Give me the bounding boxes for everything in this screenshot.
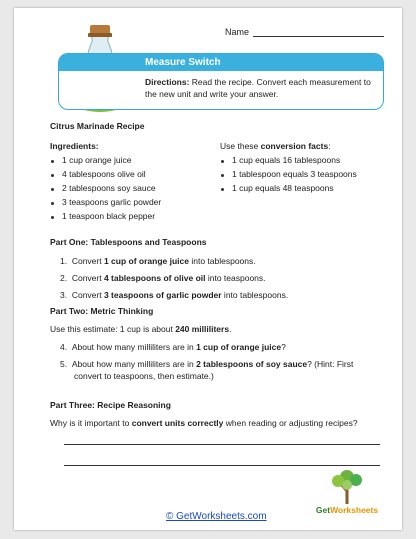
- bullet: [51, 188, 54, 191]
- ingredient-item: 4 tablespoons olive oil: [62, 169, 146, 179]
- question-4: 4. About how many milliliters are in 1 cup of orange juice?: [60, 342, 286, 352]
- name-label: Name: [225, 27, 250, 37]
- question-1: 1. Convert 1 cup of orange juice into tablespoons.: [60, 256, 256, 266]
- title-bar: [59, 54, 383, 71]
- bullet: [51, 160, 54, 163]
- fact-item: 1 tablespoon equals 3 teaspoons: [232, 169, 357, 179]
- part-two-heading: Part Two: Metric Thinking: [50, 306, 154, 316]
- tree-icon: [328, 466, 366, 504]
- estimate-text: Use this estimate: 1 cup is about 240 milliliters.: [50, 324, 232, 334]
- recipe-title: Citrus Marinade Recipe: [50, 121, 145, 131]
- answer-line[interactable]: [64, 444, 380, 445]
- fact-item: 1 cup equals 48 teaspoons: [232, 183, 334, 193]
- bullet: [221, 174, 224, 177]
- bullet: [221, 160, 224, 163]
- bullet: [221, 188, 224, 191]
- worksheet-page: [14, 8, 402, 530]
- ingredient-item: 1 cup orange juice: [62, 155, 132, 165]
- logo-text: GetWorksheets: [315, 505, 379, 515]
- conversion-facts-heading: Use these conversion facts:: [220, 141, 331, 151]
- question-5: 5. About how many milliliters are in 2 tablespoons of soy sauce? (Hint: First: [60, 359, 354, 369]
- bullet: [51, 174, 54, 177]
- question-5-continued: convert to teaspoons, then estimate.): [74, 371, 214, 381]
- name-line[interactable]: [253, 36, 384, 37]
- ingredients-heading: Ingredients:: [50, 141, 99, 151]
- title-banner: [58, 53, 384, 110]
- worksheet-title: Measure Switch: [145, 57, 221, 68]
- directions-text: Directions: Read the recipe. Convert each measurement to the new unit and write your answer.: [145, 77, 371, 99]
- ingredient-item: 2 tablespoons soy sauce: [62, 183, 156, 193]
- part-three-heading: Part Three: Recipe Reasoning: [50, 400, 171, 410]
- question-6: Why is it important to convert units correctly when reading or adjusting recipes?: [50, 418, 358, 428]
- getworksheets-logo: [314, 466, 380, 524]
- bullet: [51, 216, 54, 219]
- part-one-heading: Part One: Tablespoons and Teaspoons: [50, 237, 207, 247]
- fact-item: 1 cup equals 16 tablespoons: [232, 155, 341, 165]
- question-3: 3. Convert 3 teaspoons of garlic powder into tablespoons.: [60, 290, 289, 300]
- ingredient-item: 1 teaspoon black pepper: [62, 211, 156, 221]
- ingredient-item: 3 teaspoons garlic powder: [62, 197, 162, 207]
- bullet: [51, 202, 54, 205]
- question-2: 2. Convert 4 tablespoons of olive oil into teaspoons.: [60, 273, 266, 283]
- footer-link[interactable]: © GetWorksheets.com: [166, 511, 267, 522]
